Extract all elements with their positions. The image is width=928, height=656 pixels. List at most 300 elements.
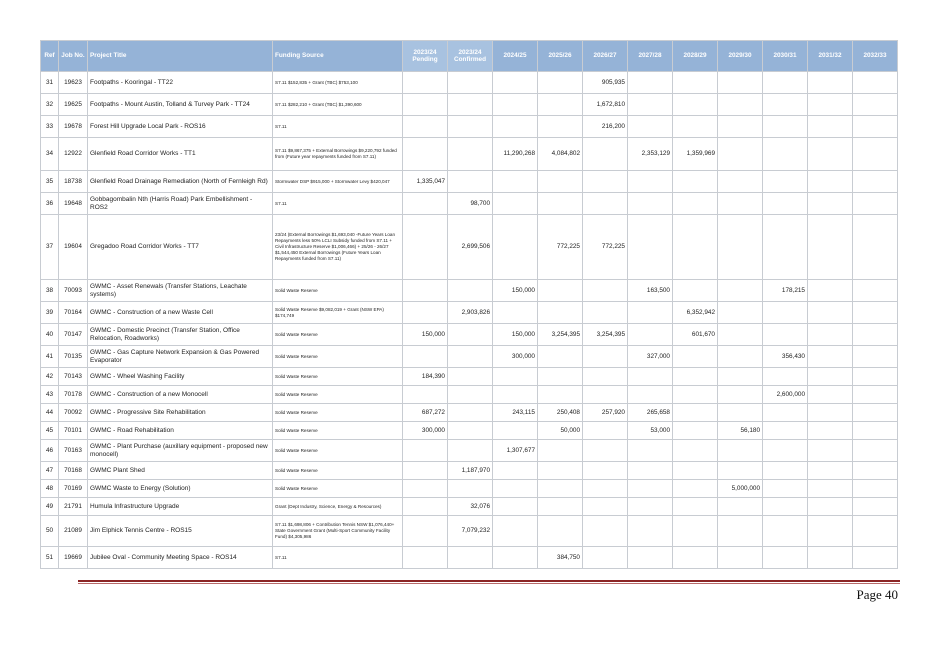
amount-cell	[718, 440, 763, 462]
amount-cell	[763, 422, 808, 440]
amount-cell	[583, 302, 628, 324]
amount-cell	[403, 440, 448, 462]
amount-cell	[673, 422, 718, 440]
amount-cell	[583, 171, 628, 193]
amount-cell	[853, 302, 898, 324]
ref-cell: 47	[41, 462, 59, 480]
job-number-cell: 21791	[59, 498, 88, 516]
job-number-cell: 70169	[59, 480, 88, 498]
amount-cell	[808, 138, 853, 171]
amount-cell	[853, 171, 898, 193]
column-header: 2028/29	[673, 41, 718, 72]
amount-cell	[853, 346, 898, 368]
amount-cell	[808, 116, 853, 138]
amount-cell	[493, 171, 538, 193]
amount-cell: 384,750	[538, 547, 583, 569]
amount-cell	[583, 386, 628, 404]
project-title-cell: GWMC - Construction of a new Waste Cell	[88, 302, 273, 324]
amount-cell: 2,903,826	[448, 302, 493, 324]
amount-cell	[448, 386, 493, 404]
amount-cell	[493, 302, 538, 324]
footer-rule-thin	[78, 583, 900, 584]
ref-cell: 49	[41, 498, 59, 516]
amount-cell	[628, 547, 673, 569]
funding-source-cell: Solid Waste Reserve	[273, 280, 403, 302]
column-header: 2026/27	[583, 41, 628, 72]
amount-cell	[808, 368, 853, 386]
amount-cell: 356,430	[763, 346, 808, 368]
ref-cell: 33	[41, 116, 59, 138]
ref-cell: 44	[41, 404, 59, 422]
ref-cell: 34	[41, 138, 59, 171]
amount-cell	[448, 280, 493, 302]
ref-cell: 39	[41, 302, 59, 324]
project-title-cell: GWMC - Asset Renewals (Transfer Stations, Leachate systems)	[88, 280, 273, 302]
amount-cell	[853, 324, 898, 346]
amount-cell	[628, 480, 673, 498]
column-header: 2029/30	[718, 41, 763, 72]
amount-cell	[718, 116, 763, 138]
amount-cell	[673, 386, 718, 404]
amount-cell	[673, 547, 718, 569]
amount-cell	[763, 193, 808, 215]
amount-cell	[763, 324, 808, 346]
amount-cell: 3,254,395	[538, 324, 583, 346]
amount-cell	[853, 440, 898, 462]
amount-cell: 601,670	[673, 324, 718, 346]
amount-cell	[493, 386, 538, 404]
project-title-cell: Gobbagombalin Nth (Harris Road) Park Embellishment - ROS2	[88, 193, 273, 215]
amount-cell	[583, 346, 628, 368]
project-title-cell: Footpaths - Mount Austin, Tolland & Turvey Park - TT24	[88, 94, 273, 116]
amount-cell	[403, 547, 448, 569]
amount-cell: 32,076	[448, 498, 493, 516]
amount-cell	[538, 72, 583, 94]
amount-cell	[718, 324, 763, 346]
amount-cell: 11,290,268	[493, 138, 538, 171]
amount-cell	[763, 480, 808, 498]
amount-cell	[583, 480, 628, 498]
amount-cell	[538, 346, 583, 368]
amount-cell: 2,600,000	[763, 386, 808, 404]
amount-cell	[493, 116, 538, 138]
amount-cell	[403, 138, 448, 171]
column-header: 2024/25	[493, 41, 538, 72]
ref-cell: 42	[41, 368, 59, 386]
amount-cell	[673, 72, 718, 94]
column-header: 2032/33	[853, 41, 898, 72]
amount-cell	[448, 116, 493, 138]
amount-cell	[448, 547, 493, 569]
amount-cell	[808, 215, 853, 280]
amount-cell	[718, 94, 763, 116]
amount-cell	[673, 498, 718, 516]
amount-cell	[673, 193, 718, 215]
amount-cell: 6,352,942	[673, 302, 718, 324]
job-number-cell: 70147	[59, 324, 88, 346]
amount-cell	[853, 138, 898, 171]
funding-source-cell: Solid Waste Reserve	[273, 368, 403, 386]
table-body	[41, 72, 898, 569]
ref-cell: 41	[41, 346, 59, 368]
amount-cell	[583, 440, 628, 462]
project-title-cell: GWMC - Gas Capture Network Expansion & Gas Powered Evaporator	[88, 346, 273, 368]
amount-cell	[718, 280, 763, 302]
ref-cell: 45	[41, 422, 59, 440]
amount-cell: 1,359,969	[673, 138, 718, 171]
funding-source-cell: Stormwater DSP $915,000 + Stormwater Levy $420,047	[273, 171, 403, 193]
funding-source-cell: Solid Waste Reserve $9,082,019 + Grant (NSW EPA) $174,749	[273, 302, 403, 324]
amount-cell	[718, 516, 763, 547]
amount-cell: 265,658	[628, 404, 673, 422]
amount-cell	[583, 193, 628, 215]
amount-cell	[628, 171, 673, 193]
amount-cell	[808, 462, 853, 480]
amount-cell: 1,307,677	[493, 440, 538, 462]
funding-source-cell: Solid Waste Reserve	[273, 324, 403, 346]
amount-cell	[448, 72, 493, 94]
table-header-row	[41, 41, 898, 72]
capital-works-table	[40, 40, 898, 569]
amount-cell	[853, 516, 898, 547]
amount-cell: 53,000	[628, 422, 673, 440]
amount-cell	[448, 368, 493, 386]
amount-cell: 150,000	[493, 280, 538, 302]
amount-cell	[493, 422, 538, 440]
amount-cell	[403, 302, 448, 324]
amount-cell	[853, 547, 898, 569]
project-title-cell: Glenfield Road Drainage Remediation (North of Fernleigh Rd)	[88, 171, 273, 193]
amount-cell	[538, 386, 583, 404]
amount-cell	[763, 171, 808, 193]
amount-cell	[448, 171, 493, 193]
ref-cell: 36	[41, 193, 59, 215]
amount-cell	[718, 404, 763, 422]
funding-source-cell: Solid Waste Reserve	[273, 440, 403, 462]
table-row	[41, 386, 898, 404]
amount-cell: 7,079,232	[448, 516, 493, 547]
amount-cell	[853, 280, 898, 302]
amount-cell	[763, 215, 808, 280]
amount-cell	[493, 498, 538, 516]
job-number-cell: 70092	[59, 404, 88, 422]
amount-cell	[808, 280, 853, 302]
amount-cell	[763, 498, 808, 516]
amount-cell	[628, 116, 673, 138]
amount-cell	[808, 516, 853, 547]
funding-source-cell: Solid Waste Reserve	[273, 386, 403, 404]
amount-cell	[853, 462, 898, 480]
amount-cell	[448, 94, 493, 116]
footer-rule	[78, 580, 900, 582]
job-number-cell: 18738	[59, 171, 88, 193]
table-row	[41, 280, 898, 302]
amount-cell	[808, 171, 853, 193]
amount-cell	[538, 171, 583, 193]
amount-cell	[673, 215, 718, 280]
amount-cell: 243,115	[493, 404, 538, 422]
table-row	[41, 302, 898, 324]
amount-cell	[403, 215, 448, 280]
amount-cell: 257,920	[583, 404, 628, 422]
amount-cell	[493, 547, 538, 569]
funding-source-cell: Solid Waste Reserve	[273, 480, 403, 498]
amount-cell: 2,353,129	[628, 138, 673, 171]
column-header: Job No.	[59, 41, 88, 72]
amount-cell	[763, 547, 808, 569]
project-title-cell: Humula Infrastructure Upgrade	[88, 498, 273, 516]
amount-cell	[493, 72, 538, 94]
amount-cell	[853, 368, 898, 386]
ref-cell: 43	[41, 386, 59, 404]
amount-cell: 772,225	[583, 215, 628, 280]
amount-cell	[718, 193, 763, 215]
table-row	[41, 94, 898, 116]
amount-cell	[763, 72, 808, 94]
amount-cell	[673, 440, 718, 462]
amount-cell	[763, 404, 808, 422]
funding-source-cell: Solid Waste Reserve	[273, 422, 403, 440]
job-number-cell: 19669	[59, 547, 88, 569]
project-title-cell: GWMC - Construction of a new Monocell	[88, 386, 273, 404]
amount-cell	[403, 462, 448, 480]
amount-cell	[628, 72, 673, 94]
funding-source-cell: S7.11	[273, 116, 403, 138]
amount-cell	[853, 480, 898, 498]
job-number-cell: 19648	[59, 193, 88, 215]
amount-cell	[538, 516, 583, 547]
amount-cell: 300,000	[403, 422, 448, 440]
funding-source-cell: S7.11 $1,698,806 + Contribution Tennis NSW $1,076,440+ State Government Grant (Multi-Sport Community Facility Fund) $4,305,986	[273, 516, 403, 547]
project-title-cell: Gregadoo Road Corridor Works - TT7	[88, 215, 273, 280]
job-number-cell: 70093	[59, 280, 88, 302]
table-row	[41, 116, 898, 138]
amount-cell	[763, 462, 808, 480]
amount-cell: 687,272	[403, 404, 448, 422]
column-header: 2030/31	[763, 41, 808, 72]
amount-cell	[493, 462, 538, 480]
amount-cell	[808, 72, 853, 94]
amount-cell	[853, 72, 898, 94]
amount-cell: 184,390	[403, 368, 448, 386]
amount-cell	[583, 368, 628, 386]
project-title-cell: Glenfield Road Corridor Works - TT1	[88, 138, 273, 171]
amount-cell	[718, 215, 763, 280]
job-number-cell: 70178	[59, 386, 88, 404]
table-row	[41, 404, 898, 422]
column-header: Ref	[41, 41, 59, 72]
amount-cell	[763, 368, 808, 386]
table-row	[41, 480, 898, 498]
amount-cell	[403, 386, 448, 404]
amount-cell	[853, 386, 898, 404]
amount-cell: 1,187,970	[448, 462, 493, 480]
amount-cell	[628, 215, 673, 280]
amount-cell	[403, 346, 448, 368]
table-row	[41, 346, 898, 368]
amount-cell: 56,180	[718, 422, 763, 440]
project-title-cell: GWMC - Road Rehabilitation	[88, 422, 273, 440]
amount-cell	[673, 346, 718, 368]
amount-cell	[583, 516, 628, 547]
amount-cell	[853, 193, 898, 215]
amount-cell	[628, 516, 673, 547]
amount-cell	[583, 138, 628, 171]
amount-cell	[583, 498, 628, 516]
amount-cell	[403, 193, 448, 215]
amount-cell	[403, 516, 448, 547]
amount-cell	[538, 280, 583, 302]
table-row	[41, 440, 898, 462]
amount-cell	[673, 480, 718, 498]
job-number-cell: 70163	[59, 440, 88, 462]
column-header: 2023/24 Pending	[403, 41, 448, 72]
job-number-cell: 70101	[59, 422, 88, 440]
job-number-cell: 70168	[59, 462, 88, 480]
amount-cell	[493, 368, 538, 386]
amount-cell	[718, 498, 763, 516]
amount-cell: 50,000	[538, 422, 583, 440]
amount-cell	[673, 462, 718, 480]
project-title-cell: GWMC - Plant Purchase (auxillary equipment - proposed new monocell)	[88, 440, 273, 462]
amount-cell	[673, 116, 718, 138]
amount-cell	[673, 404, 718, 422]
funding-source-cell: S7.11	[273, 193, 403, 215]
amount-cell	[808, 94, 853, 116]
amount-cell	[448, 324, 493, 346]
amount-cell	[493, 94, 538, 116]
table-row	[41, 193, 898, 215]
amount-cell	[628, 302, 673, 324]
table-row	[41, 547, 898, 569]
amount-cell: 5,000,000	[718, 480, 763, 498]
amount-cell: 1,335,047	[403, 171, 448, 193]
job-number-cell: 19625	[59, 94, 88, 116]
amount-cell	[853, 498, 898, 516]
funding-source-cell: S7.11 $9,867,375 + External Borrowings $9,220,792 funded from (Future year repayments funded from S7.11)	[273, 138, 403, 171]
column-header: 2027/28	[628, 41, 673, 72]
amount-cell	[808, 386, 853, 404]
amount-cell	[403, 280, 448, 302]
table-row	[41, 422, 898, 440]
ref-cell: 32	[41, 94, 59, 116]
amount-cell: 772,225	[538, 215, 583, 280]
amount-cell: 4,084,802	[538, 138, 583, 171]
amount-cell	[493, 193, 538, 215]
amount-cell	[538, 440, 583, 462]
amount-cell	[538, 302, 583, 324]
project-title-cell: Jubilee Oval - Community Meeting Space - ROS14	[88, 547, 273, 569]
ref-cell: 35	[41, 171, 59, 193]
project-title-cell: Footpaths - Kooringal - TT22	[88, 72, 273, 94]
ref-cell: 46	[41, 440, 59, 462]
amount-cell	[538, 94, 583, 116]
amount-cell	[853, 215, 898, 280]
amount-cell	[538, 368, 583, 386]
column-header: Project Title	[88, 41, 273, 72]
ref-cell: 51	[41, 547, 59, 569]
funding-source-cell: S7.11 $152,835 + Grant (TBC) $753,100	[273, 72, 403, 94]
project-title-cell: Jim Elphick Tennis Centre - ROS15	[88, 516, 273, 547]
column-header: 2031/32	[808, 41, 853, 72]
ref-cell: 48	[41, 480, 59, 498]
amount-cell	[718, 368, 763, 386]
amount-cell	[808, 346, 853, 368]
amount-cell	[808, 547, 853, 569]
column-header: 2023/24 Confirmed	[448, 41, 493, 72]
amount-cell: 150,000	[493, 324, 538, 346]
amount-cell	[673, 516, 718, 547]
amount-cell	[583, 462, 628, 480]
amount-cell	[403, 116, 448, 138]
funding-source-cell: Grant (Dept Industry, Science, Energy & Resources)	[273, 498, 403, 516]
ref-cell: 40	[41, 324, 59, 346]
table-row	[41, 498, 898, 516]
amount-cell	[718, 386, 763, 404]
amount-cell	[853, 116, 898, 138]
job-number-cell: 70164	[59, 302, 88, 324]
amount-cell: 3,254,395	[583, 324, 628, 346]
funding-source-cell: S7.11 $282,210 + Grant (TBC) $1,390,600	[273, 94, 403, 116]
column-header: 2025/26	[538, 41, 583, 72]
amount-cell	[808, 440, 853, 462]
amount-cell	[718, 547, 763, 569]
amount-cell	[628, 386, 673, 404]
amount-cell	[538, 116, 583, 138]
job-number-cell: 19623	[59, 72, 88, 94]
ref-cell: 37	[41, 215, 59, 280]
project-title-cell: GWMC - Wheel Washing Facility	[88, 368, 273, 386]
amount-cell	[403, 94, 448, 116]
amount-cell	[808, 324, 853, 346]
table-row	[41, 215, 898, 280]
table-row	[41, 72, 898, 94]
amount-cell	[808, 302, 853, 324]
ref-cell: 31	[41, 72, 59, 94]
amount-cell: 905,935	[583, 72, 628, 94]
amount-cell	[583, 422, 628, 440]
table-row	[41, 324, 898, 346]
project-title-cell: Forest Hill Upgrade Local Park - ROS16	[88, 116, 273, 138]
amount-cell	[448, 138, 493, 171]
amount-cell	[808, 193, 853, 215]
amount-cell: 300,000	[493, 346, 538, 368]
funding-source-cell: Solid Waste Reserve	[273, 462, 403, 480]
amount-cell	[853, 404, 898, 422]
amount-cell	[763, 302, 808, 324]
amount-cell	[718, 138, 763, 171]
amount-cell	[448, 422, 493, 440]
amount-cell	[808, 480, 853, 498]
amount-cell	[583, 547, 628, 569]
amount-cell	[718, 72, 763, 94]
job-number-cell: 21089	[59, 516, 88, 547]
project-title-cell: GWMC Waste to Energy (Solution)	[88, 480, 273, 498]
ref-cell: 50	[41, 516, 59, 547]
job-number-cell: 70143	[59, 368, 88, 386]
amount-cell	[538, 480, 583, 498]
amount-cell	[448, 404, 493, 422]
table-row	[41, 462, 898, 480]
amount-cell	[628, 440, 673, 462]
amount-cell	[718, 462, 763, 480]
amount-cell	[763, 138, 808, 171]
amount-cell: 98,700	[448, 193, 493, 215]
amount-cell: 1,672,810	[583, 94, 628, 116]
amount-cell	[493, 516, 538, 547]
amount-cell	[538, 462, 583, 480]
amount-cell	[673, 280, 718, 302]
